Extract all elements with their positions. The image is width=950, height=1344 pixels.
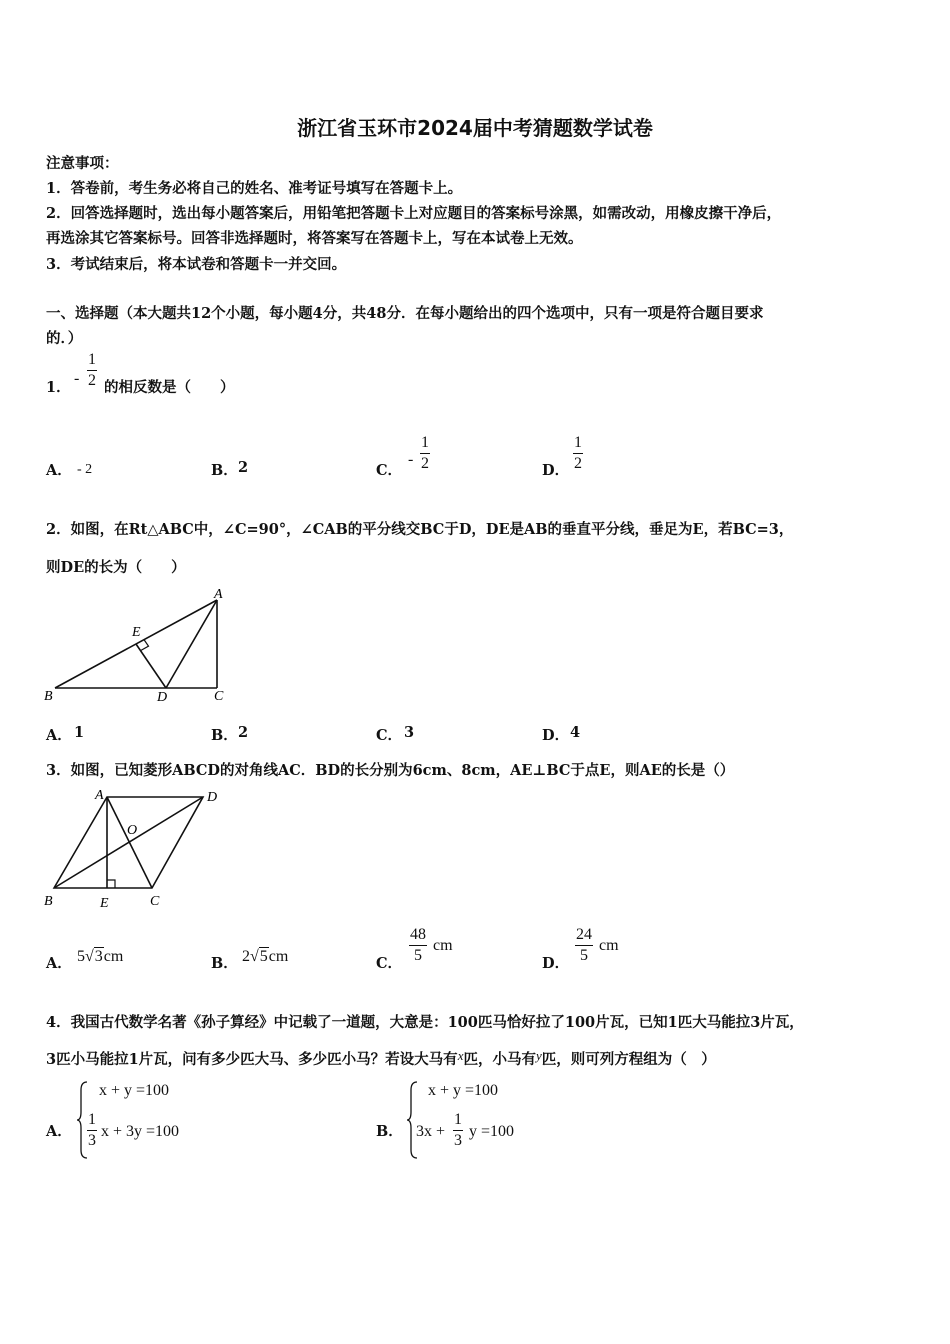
q1-option-b-value: 2 — [238, 459, 249, 476]
q3-option-b-label: B． — [211, 955, 238, 972]
q4-option-a-eq2-num: 1 — [88, 1111, 96, 1128]
notice-item-1: 1．答卷前，考生务必将自己的姓名、准考证号填写在答题卡上。 — [46, 180, 463, 197]
q4-option-a-eq2-den: 3 — [88, 1132, 96, 1149]
q1-option-c-label: C． — [376, 462, 403, 479]
q1-option-c-neg: - — [408, 451, 414, 468]
notice-item-2-cont: 再选涂其它答案标号。回答非选择题时，将答案写在答题卡上，写在本试卷上无效。 — [46, 230, 583, 247]
q2-option-b-label: B． — [211, 727, 238, 744]
q3-option-d-fraction — [575, 927, 593, 964]
q3-option-c-num: 48 — [410, 926, 426, 943]
q4-option-b-eq1: x + y =100 — [428, 1082, 499, 1099]
label-b: B — [44, 894, 53, 909]
q4-text-line2 — [46, 1048, 716, 1069]
q3-option-c-fraction — [409, 927, 427, 964]
q4-var-x: x — [457, 1048, 464, 1063]
q3-option-c-label: C． — [376, 955, 403, 972]
q4-option-a-label: A． — [46, 1123, 72, 1140]
q3-option-a-label: A． — [46, 955, 72, 972]
q3-option-a-coef: 5 — [77, 948, 85, 965]
q4-option-b-eq2-pre: 3x + — [416, 1123, 446, 1140]
q1-option-c-fraction — [420, 435, 430, 472]
q1-option-d-den: 2 — [574, 455, 582, 472]
q4-option-a-eq1: x + y =100 — [99, 1082, 170, 1099]
q3-text-line1: 3．如图，已知菱形ABCD的对角线AC．BD的长分别为6cm、8cm，AE⊥BC于点E，则AE的长是（） — [46, 762, 735, 779]
q1-option-a-label: A． — [46, 462, 72, 479]
q2-triangle-figure — [40, 582, 240, 707]
q1-option-c-num: 1 — [421, 434, 429, 451]
q2-option-c-value: 3 — [404, 724, 415, 741]
q1-number: 1． — [46, 379, 71, 396]
q2-option-d-value: 4 — [570, 724, 581, 741]
q3-option-c-unit: cm — [433, 937, 453, 954]
section-heading: 一、选择题（本大题共12个小题，每小题4分，共48分．在每小题给出的四个选项中，只有一项是符合题目要求 — [46, 305, 764, 322]
notice-heading: 注意事项： — [46, 155, 119, 172]
q3-option-d-unit: cm — [599, 937, 619, 954]
label-c: C — [150, 894, 160, 909]
q3-option-c-den: 5 — [409, 945, 427, 964]
q1-option-c-den: 2 — [421, 455, 429, 472]
q1-option-d-num: 1 — [574, 434, 582, 451]
q1-option-a-value: - 2 — [77, 462, 93, 477]
q4-option-b-label: B． — [376, 1123, 403, 1140]
q4-option-b-eq2-num: 1 — [454, 1111, 462, 1128]
q1-neg-sign: - — [74, 370, 80, 387]
q2-option-b-value: 2 — [238, 724, 249, 741]
q3-option-b-radicand: 5 — [259, 948, 268, 965]
diagonal-bd — [54, 797, 203, 888]
label-d: D — [207, 790, 218, 805]
q3-rhombus-figure — [40, 784, 240, 912]
q4-text-line2-b: 匹，小马有 — [463, 1051, 536, 1068]
q3-option-d-num: 24 — [576, 926, 592, 943]
label-o: O — [127, 823, 138, 838]
label-e: E — [132, 625, 141, 640]
q2-option-a-label: A． — [46, 727, 72, 744]
q2-option-d-label: D． — [542, 727, 570, 744]
q4-option-b-brace — [406, 1080, 420, 1160]
q3-option-b-coef: 2 — [242, 948, 250, 965]
section-heading-cont: 的．） — [46, 330, 83, 347]
q2-option-c-label: C． — [376, 727, 403, 744]
q3-option-a-radicand: 3 — [94, 948, 103, 965]
q3-option-b-value: 2√5cm — [242, 948, 289, 965]
page-title: 浙江省玉环市2024届中考猜题数学试卷 — [297, 116, 653, 140]
q1-option-b-label: B． — [211, 462, 238, 479]
q2-text-line1: 2．如图，在Rt△ABC中，∠C=90°，∠CAB的平分线交BC于D，DE是AB的垂直平分线，垂足为E，若BC=3， — [46, 521, 794, 538]
label-e: E — [100, 896, 109, 911]
q3-option-d-label: D． — [542, 955, 570, 972]
q1-option-d-label: D． — [542, 462, 570, 479]
q3-option-a-unit: cm — [103, 948, 124, 965]
q4-option-b-eq2-den: 3 — [454, 1132, 462, 1149]
q2-text-line2: 则DE的长为（ ） — [46, 559, 186, 576]
right-angle-mark-e — [107, 880, 115, 888]
q1-fraction — [87, 352, 97, 389]
label-d: D — [157, 690, 168, 705]
q1-frac-den: 2 — [88, 372, 96, 389]
q1-text: 的相反数是（ ） — [104, 379, 235, 396]
q3-option-b-unit: cm — [268, 948, 289, 965]
label-a: A — [95, 788, 104, 803]
q4-text-line2-c: 匹，则可列方程组为（ ） — [541, 1051, 716, 1068]
q3-option-a-value: 5√3cm — [77, 948, 124, 965]
notice-item-3: 3．考试结束后，将本试卷和答题卡一并交回。 — [46, 256, 347, 273]
q4-option-b-eq2: y =100 — [469, 1123, 515, 1140]
notice-item-2: 2．回答选择题时，选出每小题答案后，用铅笔把答题卡上对应题目的答案标号涂黑，如需改动，用橡皮擦干净后， — [46, 205, 782, 222]
label-c: C — [214, 689, 224, 704]
q4-text-line1: 4．我国古代数学名著《孙子算经》中记载了一道题，大意是：100匹马恰好拉了100片瓦，已知1匹大马能拉3片瓦， — [46, 1014, 804, 1031]
q4-var-y: y — [535, 1048, 542, 1063]
q4-option-a-eq2-fraction — [87, 1112, 97, 1149]
q3-option-d-den: 5 — [575, 945, 593, 964]
q4-option-a-eq2: x + 3y =100 — [101, 1123, 180, 1140]
q1-frac-num: 1 — [88, 351, 96, 368]
q2-option-a-value: 1 — [74, 724, 85, 741]
q1-option-d-fraction — [573, 435, 583, 472]
q4-option-b-eq2-fraction — [453, 1112, 463, 1149]
label-b: B — [44, 689, 53, 704]
label-a: A — [214, 587, 223, 602]
q4-text-line2-a: 3匹小马能拉1片瓦，问有多少匹大马、多少匹小马？若设大马有 — [46, 1051, 458, 1068]
